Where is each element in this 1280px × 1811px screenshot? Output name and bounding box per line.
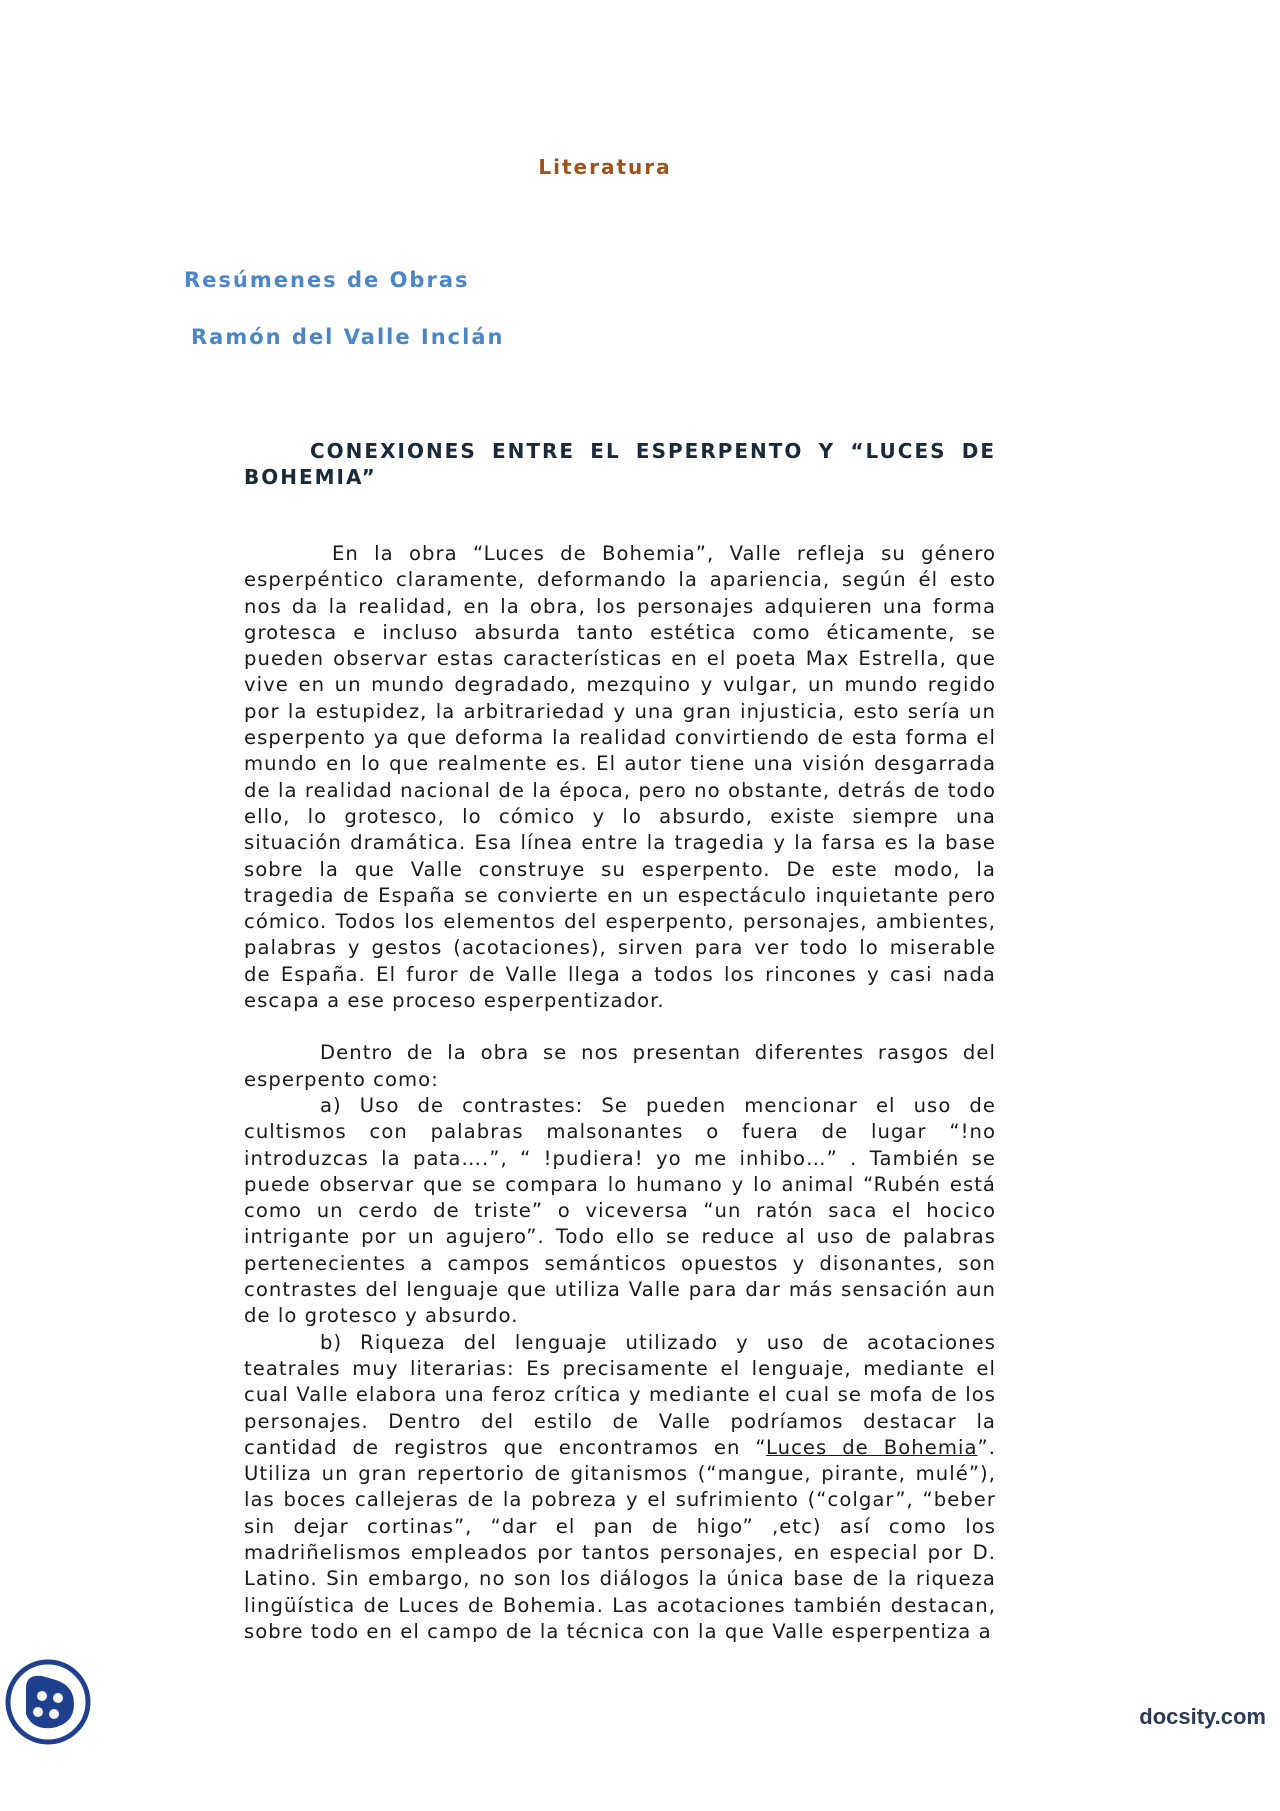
paragraph-intro: En la obra “Luces de Bohemia”, Valle refleja su género esperpéntico claramente, deformando la apariencia, según él esto nos da la realidad, en la obra, los personajes adquieren una forma grotesca e incluso absurda tanto estética como éticamente, se pueden observar estas características en el poeta Max Estrella, que vive en un mundo degradado, mezquino y vulgar, un mundo regido por la estupidez, la arbitrariedad y una gran injusticia, esto sería un esperpento ya que deforma la realidad convirtiendo de esta forma el mundo en lo que realmente es. El autor tiene una visión desgarrada de la realidad nacional de la época, pero no obstante, detrás de todo ello, lo grotesco, lo cómico y lo absurdo, existe siempre una situación dramática. Esa línea entre la tragedia y la farsa es la base sobre la que Valle construye su esperpento. De este modo, la tragedia de España se convierte en un espectáculo inquietante pero cómico. Todos los elementos del esperpento, personajes, ambientes, palabras y gestos (acotaciones), sirven para ver todo lo miserable de España. El furor de Valle llega a todos los rincones y casi nada escapa a ese proceso esperpentizador. xyxy=(244,542,996,1013)
list-item-language-start: b) Riqueza del lenguaje utilizado y uso de acotaciones teatrales muy literarias: Es precisamente el lenguaje, mediante el cual Valle elabora una feroz crítica y mediante el cual se mofa de los personajes. Dentro del estilo de Valle podríamos destacar la cantidad de registros que encontramos en “ xyxy=(244,1330,996,1459)
essay-heading: CONEXIONES ENTRE EL ESPERPENTO Y “LUCES DE BOHEMIA” xyxy=(244,439,996,489)
document-subtitle: Resúmenes de Obras xyxy=(184,268,470,292)
luces-de-bohemia-link[interactable]: Luces de Bohemia xyxy=(765,1435,978,1459)
author-name: Ramón del Valle Inclán xyxy=(191,325,505,349)
paragraph-features: Dentro de la obra se nos presentan diferentes rasgos del esperpento como: xyxy=(244,1041,996,1091)
essay-body xyxy=(244,541,996,1645)
docsity-logo-icon[interactable] xyxy=(4,1658,92,1746)
docsity-brand[interactable]: docsity.com xyxy=(1139,1704,1266,1729)
list-item-contrasts: a) Uso de contrastes: Se pueden mencionar el uso de cultismos con palabras malsonantes o fuera de lugar “!no introduzcas la pata….”, “ !pudiera! yo me inhibo…” . También se puede observar que se compara lo humano y lo animal “Rubén está como un cerdo de triste” o viceversa “un ratón saca el hocico intrigante por un agujero”. Todo ello se reduce al uso de palabras pertenecientes a campos semánticos opuestos y disonantes, son contrastes del lenguaje que utiliza Valle para dar más sensación aun de lo grotesco y absurdo. xyxy=(244,1093,996,1328)
section-title: Literatura xyxy=(538,155,672,179)
list-item-language xyxy=(244,1330,996,1646)
list-item-language-end: ”. Utiliza un gran repertorio de gitanismos (“mangue, pirante, mulé”), las boces callejeras de la pobreza y el sufrimiento (“colgar”, “beber sin dejar cortinas”, “dar el pan de higo” ,etc) así como los madriñelismos empleados por tantos personajes, en especial por D. Latino. Sin embargo, no son los diálogos la única base de la riqueza lingüística de Luces de Bohemia. Las acotaciones también destacan, sobre todo en el campo de la técnica con la que Valle esperpentiza a xyxy=(244,1435,996,1643)
